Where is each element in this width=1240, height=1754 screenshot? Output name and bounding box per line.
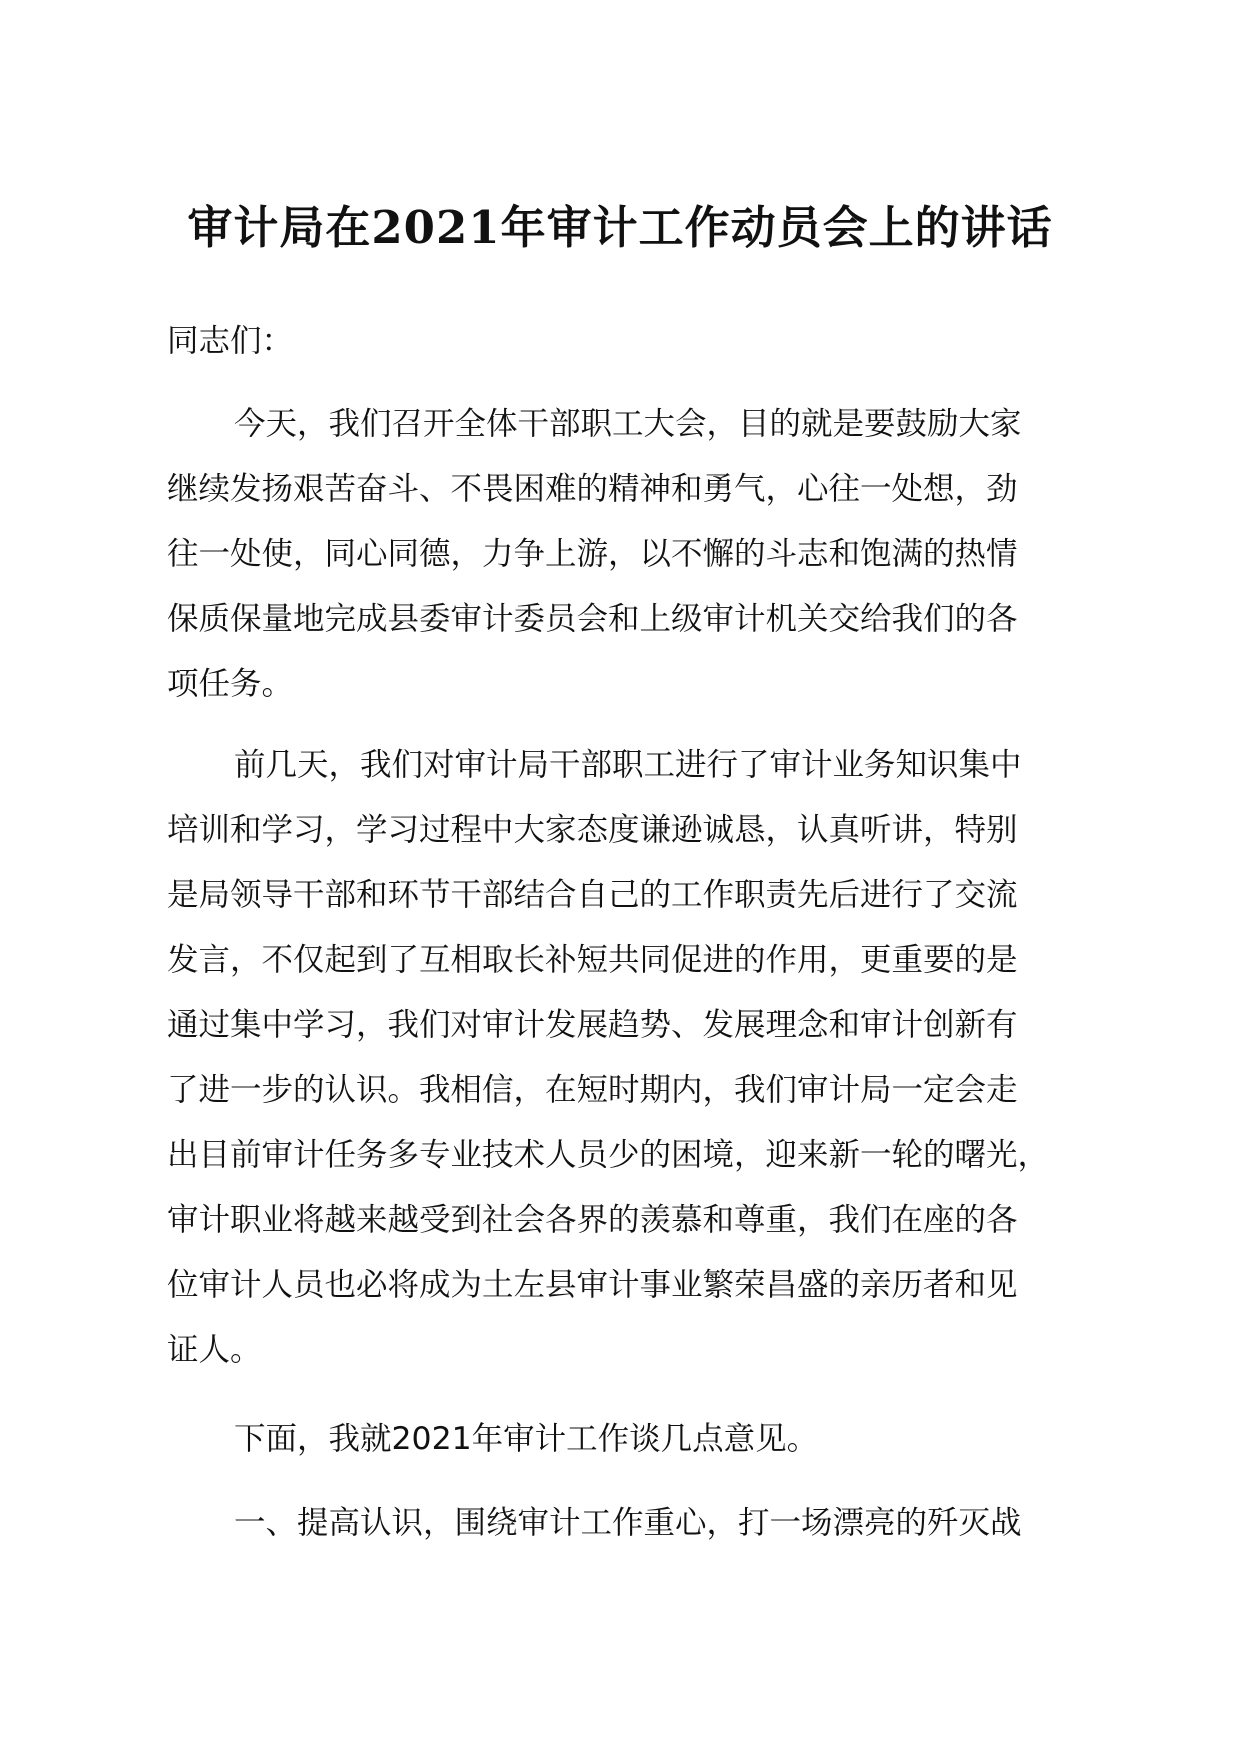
paragraph-line: 一、提高认识，围绕审计工作重心，打一场漂亮的歼灭战 (234, 1505, 1022, 1541)
paragraph-line: 前几天，我们对审计局干部职工进行了审计业务知识集中 (234, 747, 1022, 783)
paragraph-line: 继续发扬艰苦奋斗、不畏困难的精神和勇气，心往一处想，劲 (167, 471, 1018, 507)
paragraph-line: 是局领导干部和环节干部结合自己的工作职责先后进行了交流 (167, 877, 1018, 913)
paragraph-line: 审计职业将越来越受到社会各界的羡慕和尊重，我们在座的各 (167, 1202, 1018, 1238)
paragraph-line: 项任务。 (167, 666, 294, 702)
paragraph-line: 证人。 (167, 1332, 262, 1368)
paragraph-line: 保质保量地完成县委审计委员会和上级审计机关交给我们的各 (167, 601, 1018, 637)
paragraph-line: 培训和学习，学习过程中大家态度谦逊诚恳，认真听讲，特别 (167, 812, 1018, 848)
paragraph-opening (167, 392, 1077, 717)
paragraph-line: 出目前审计任务多专业技术人员少的困境，迎来新一轮的曙光， (167, 1137, 1050, 1173)
paragraph-line: 往一处使，同心同德，力争上游，以不懈的斗志和饱满的热情 (167, 536, 1018, 572)
paragraph-line: 了进一步的认识。我相信，在短时期内，我们审计局一定会走 (167, 1072, 1018, 1108)
paragraph-line: 今天，我们召开全体干部职工大会，目的就是要鼓励大家 (234, 406, 1022, 442)
section-heading-one (167, 1491, 1077, 1556)
paragraph-line: 发言，不仅起到了互相取长补短共同促进的作用，更重要的是 (167, 942, 1018, 978)
paragraph-line: 位审计人员也必将成为土左县审计事业繁荣昌盛的亲历者和见 (167, 1267, 1018, 1303)
salutation: 同志们： (167, 323, 294, 359)
document-title: 审计局在2021年审计工作动员会上的讲话 (187, 201, 1053, 254)
paragraph-line: 通过集中学习，我们对审计发展趋势、发展理念和审计创新有 (167, 1007, 1018, 1043)
paragraph-transition (167, 1407, 1077, 1472)
paragraph-line: 下面，我就2021年审计工作谈几点意见。 (234, 1421, 819, 1457)
paragraph-training (167, 733, 1077, 1383)
